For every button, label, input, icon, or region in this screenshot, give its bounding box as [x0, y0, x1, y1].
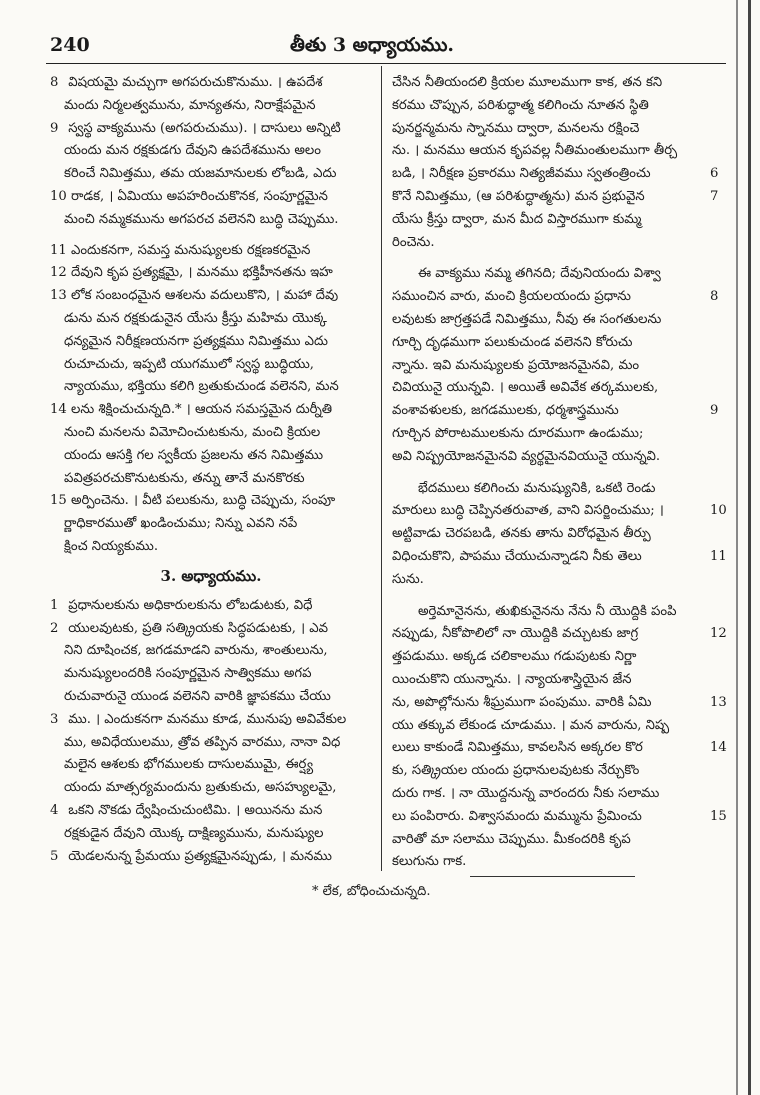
- verse-line: [50, 72, 372, 95]
- verse-line: [392, 332, 714, 355]
- verse-line: [50, 846, 372, 869]
- verse-line: [50, 140, 372, 163]
- verse-line: [50, 686, 372, 709]
- verse-text: ర్ణాధికారముతో ఖండించుము; నిన్ను ఎవని నపే: [64, 516, 298, 532]
- verse-text: వారితో మా సలాము చెప్పుము. మీకందరికి కృప: [392, 831, 631, 847]
- verse-line: [50, 754, 372, 777]
- verse-text: లోక సంబంధమైన ఆశలను వదులుకొని, । మహా దేవు: [70, 288, 339, 304]
- page-edge-border: [748, 0, 751, 1095]
- verse-line: [392, 623, 714, 646]
- verse-text: లను శిక్షించుచున్నది.* । ఆయన సమస్తమైన దుర్నీతి: [70, 402, 333, 418]
- verse-line: [50, 823, 372, 846]
- verse-line: [392, 737, 714, 760]
- verse-number: 5: [50, 848, 59, 864]
- verse-text: ము. । ఎందుకనగా మనము కూడ, మునుపు అవివేకుల: [68, 711, 347, 727]
- verse-text: రుచువారునై యుండ వలెనని వారికి జ్ఞాపకము చేయు: [64, 688, 331, 704]
- verse-line: [50, 285, 372, 308]
- verse-line: [50, 468, 372, 491]
- verse-line: [392, 646, 714, 669]
- verse-text: నిని దూషించక, జగడమాడని వారును, శాంతులును,: [64, 643, 328, 659]
- verse-text: యందు ఆసక్తి గల స్వకీయ ప్రజలను తన నిమిత్తము: [64, 447, 324, 463]
- verse-text: ఎందుకనగా, సమస్త మనుష్యులకు రక్షణకరమైన: [70, 242, 311, 258]
- left-column: [50, 72, 372, 868]
- verse-text: క్షించ నియ్యకుము.: [64, 538, 159, 554]
- verse-line: [392, 286, 714, 309]
- verse-text: ధన్యమైన నిరీక్షణయనగా ప్రత్యక్షము నిమిత్తము ఎదు: [64, 333, 328, 349]
- verse-text: యులవుటకు, ప్రతి సత్క్రియకు సిద్ధపడుటకు, । ఎవ: [68, 620, 329, 636]
- verse-text: సును.: [392, 571, 424, 587]
- verse-line: [50, 354, 372, 377]
- verse-line: [50, 513, 372, 536]
- verse-text: అర్పించెను. । వీటి పలుకును, బుద్ధి చెప్పుచు, సంపూ: [70, 493, 336, 509]
- verse-line: [50, 618, 372, 641]
- verse-text: కరించే నిమిత్తము, తమ యజమానులకు లోబడి, ఎదు: [64, 166, 337, 182]
- right-column: [392, 72, 727, 874]
- verse-line: [50, 445, 372, 468]
- verse-line: [50, 490, 372, 513]
- verse-number: 15: [50, 493, 67, 509]
- verse-line: [392, 72, 714, 95]
- verse-text: లవుటకు జాగ్రత్తపడే నిమిత్తము, నీవు ఈ సంగతులను: [392, 311, 662, 327]
- footnote-rule: [470, 876, 635, 877]
- verse-text: విషయమై మచ్చుగా అగపరుచుకొనుము. । ఉపదేశ: [68, 75, 323, 90]
- verse-number: 12: [50, 265, 67, 281]
- verse-text: డును మన రక్షకుడునైన యేసు క్రీస్తు మహిమ యొక్క: [64, 310, 327, 326]
- verse-text: చివియునై యున్నవి. । అయితే అవివేక తర్కములకు,: [392, 380, 659, 396]
- verse-text: దురు గాక. । నా యొద్దనున్న వారందరు నీకు సలాము: [392, 785, 660, 801]
- verse-number: 14: [710, 740, 727, 756]
- verse-text: రుచూచుచు, ఇప్పటి యుగములో స్వస్థ బుద్ధియు,: [64, 356, 314, 372]
- verse-number: 12: [710, 626, 727, 642]
- verse-text: చేసిన నీతియందలి క్రియల మూలముగా కాక, తన కని: [392, 75, 663, 90]
- verse-line: [50, 777, 372, 800]
- verse-text: న్యాయము, భక్తియు కలిగి బ్రతుకుచుండ వలెనని, మన: [64, 379, 339, 395]
- verse-line: [50, 209, 372, 232]
- verse-text: సముంచిన వారు, మంచి క్రియలయందు ప్రధాను: [392, 289, 631, 305]
- verse-text: గూర్చిన పోరాటములకును దూరముగా ఉండుము;: [392, 425, 644, 441]
- verse-number: 14: [50, 402, 67, 418]
- verse-number: 3: [50, 711, 59, 727]
- verse-text: రక్షకుడైన దేవుని యొక్క దాక్షిణ్యమును, మనుష్యుల: [64, 825, 324, 841]
- verse-line: [50, 331, 372, 354]
- verse-text: కలుగును గాక.: [392, 854, 467, 870]
- verse-number: 10: [710, 503, 727, 519]
- verse-line: [392, 309, 714, 332]
- verse-line: [50, 376, 372, 399]
- verse-text: విధించుకొని, పాపము చేయుచున్నాడని నీకు తెలు: [392, 548, 642, 564]
- verse-text: ము, అవిధేయులము, త్రోవ తప్పిన వారము, నానా విధ: [64, 734, 341, 750]
- running-head: తీతు 3 అధ్యాయము.: [290, 34, 455, 56]
- column-divider: [381, 66, 382, 871]
- verse-line: [50, 709, 372, 732]
- verse-line: [392, 232, 714, 255]
- page-number: 240: [50, 34, 90, 56]
- verse-line: [392, 569, 714, 592]
- verse-line: [392, 829, 714, 852]
- verse-line: [392, 500, 714, 523]
- verse-line: [50, 536, 372, 559]
- verse-number: 15: [710, 808, 727, 824]
- verse-text: రించెను.: [392, 234, 435, 250]
- verse-text: యేసు క్రీస్తు ద్వారా, మన మీద విస్తారముగా కుమ్మ: [392, 211, 642, 227]
- verse-number: 7: [710, 188, 719, 204]
- verse-line: [392, 446, 714, 469]
- verse-text: గూర్చి దృఢముగా పలుకుచుండ వలెనని కోరుచు: [392, 334, 633, 350]
- verse-line: [392, 355, 714, 378]
- verse-number: 6: [710, 166, 719, 182]
- verse-line: [50, 732, 372, 755]
- verse-number: 9: [710, 403, 719, 419]
- verse-number: 10: [50, 188, 67, 204]
- verse-text: కొనే నిమిత్తము, (ఆ పరిశుద్ధాత్మను) మన ప్రభువైన: [392, 188, 645, 204]
- verse-line: [392, 209, 714, 232]
- verse-text: యందు మాత్సర్యమందును బ్రతుకుచు, అసహ్యులమై,: [64, 780, 337, 796]
- verse-text: నుంచి మనలను విమోచించుటకును, మంచి క్రియల: [64, 424, 321, 440]
- verse-text: యు తక్కువ లేకుండ చూడుము. । మన వారును, నిష్ప: [392, 717, 670, 733]
- verse-text: కు, సత్క్రియల యందు ప్రధానులవుటకు నేర్చుకొం: [392, 763, 640, 779]
- verse-line: [392, 95, 714, 118]
- verse-line: [50, 399, 372, 422]
- header-rule: [46, 63, 726, 64]
- chapter-heading: 3. అధ్యాయము.: [160, 566, 262, 585]
- verse-text: అట్టివాడు చెరపబడి, తనకు తాను విరోధమైన తీర్పు: [392, 526, 651, 542]
- verse-number: 13: [50, 288, 67, 304]
- verse-line: [392, 400, 714, 423]
- verse-text: త్తపడుము. అక్కడ చలికాలము గడుపుటకు నిర్ణా: [392, 649, 637, 665]
- verse-text: దేవుని కృప ప్రత్యక్షమై, । మనము భక్తిహీనతను ఇహ: [70, 265, 333, 281]
- verse-text: ను, అపొల్లోనును శీఘ్రముగా పంపుము. వారికి ఏమి: [392, 694, 652, 710]
- verse-text: రాడక, । ఏమియు అపహరించుకొనక, సంపూర్ణమైన: [70, 188, 328, 204]
- verse-text: మలైన ఆశలకు భోగములకు దాసులముమై, ఈర్ష్య: [64, 757, 314, 773]
- verse-number: 11: [710, 548, 727, 564]
- verse-text: మారులు బుద్ధి చెప్పినతరువాత, వాని విసర్జించుము; ।: [392, 503, 664, 519]
- verse-text: మంచి నమ్మకమును అగపరచ వలెనని బుద్ధి చెప్పుము.: [64, 211, 339, 227]
- verse-text: ప్రధానులకును అధికారులకును లోబడుటకు, విధే: [68, 597, 313, 613]
- verse-line: [50, 308, 372, 331]
- verse-number: 8: [50, 75, 59, 90]
- verse-line: [50, 163, 372, 186]
- verse-text: ఈ వాక్యము నమ్మ తగినది; దేవునియందు విశ్వా: [418, 266, 661, 282]
- verse-line: [50, 262, 372, 285]
- verse-line: [50, 186, 372, 209]
- verse-line: [50, 640, 372, 663]
- page-edge-line: [736, 0, 738, 1095]
- verse-number: 11: [50, 242, 67, 258]
- verse-text: ను. । మనము ఆయన కృపవల్ల నీతిమంతులముగా తీర్చ: [392, 143, 678, 159]
- verse-text: ఒకని నొకడు ద్వేషించుచుంటిమి. । అయినను మన: [68, 802, 323, 818]
- verse-line: [50, 95, 372, 118]
- verse-text: బడి, । నిరీక్షణ ప్రకారము నిత్యజీవము స్వతంత్రించు: [392, 166, 651, 182]
- footnote: * లేక, బోధించుచున్నది.: [312, 884, 431, 899]
- verse-line: [50, 663, 372, 686]
- verse-number: 9: [50, 120, 59, 136]
- verse-number: 2: [50, 620, 59, 636]
- verse-line: [50, 118, 372, 141]
- verse-text: మనుష్యులందరికి సంపూర్ణమైన సాత్వికము అగప: [64, 666, 312, 682]
- verse-text: యందు మన రక్షకుడగు దేవుని ఉపదేశమును అలం: [64, 143, 321, 159]
- verse-text: లు పంపిరారు. విశ్వాసమందు మమ్మును ప్రేమించు: [392, 808, 642, 824]
- verse-line: [392, 760, 714, 783]
- verse-text: మందు నిర్మలత్వమును, మాన్యతను, నిరాక్షేపమైన: [64, 97, 316, 113]
- verse-number: 4: [50, 802, 59, 818]
- verse-line: [392, 692, 714, 715]
- verse-text: యెడలనున్న ప్రేమయు ప్రత్యక్షమైనప్పుడు, । మనము: [68, 848, 332, 864]
- verse-line: [392, 806, 714, 829]
- verse-text: అర్తెమానైనను, తుఖికునైనను నేను నీ యొద్దికి పంపి: [418, 603, 677, 619]
- verse-number: 1: [50, 597, 59, 613]
- verse-number: 8: [710, 289, 719, 305]
- verse-text: నప్పుడు, నీకోపొలిలో నా యొద్దికి వచ్చుటకు జాగ్ర: [392, 626, 639, 642]
- verse-text: వంశావళులకు, జగడములకు, ధర్మశాస్త్రమును: [392, 403, 619, 419]
- verse-text: అవి నిష్ప్రయోజనమైనవి వ్యర్థమైనవియునై యున్నవి.: [392, 448, 661, 464]
- verse-text: న్నాను. ఇవి మనుష్యులకు ప్రయోజనమైనవి, మం: [392, 357, 640, 373]
- verse-line: [50, 595, 372, 618]
- verse-text: భేదములు కలిగించు మనుష్యునికి, ఒకటి రెండు: [418, 480, 656, 496]
- verse-line: [392, 118, 714, 141]
- verse-line: [392, 546, 714, 569]
- verse-text: పునర్జన్మమను స్నానము ద్వారా, మనలను రక్షించె: [392, 120, 640, 136]
- verse-line: [392, 186, 714, 209]
- verse-text: యించుకొని యున్నాను. । న్యాయశాస్త్రియైన జేన: [392, 671, 632, 687]
- verse-text: లులు కాకుండే నిమిత్తము, కావలసిన అక్కరల కొర: [392, 740, 643, 756]
- verse-text: స్వస్థ వాక్యమును (అగపరుచుము). । దాసులు అన్నిటి: [68, 120, 341, 136]
- verse-number: 13: [710, 694, 727, 710]
- verse-line: [392, 423, 714, 446]
- verse-line: [50, 800, 372, 823]
- verse-text: కరము చొప్పున, పరిశుద్ధాత్మ కలిగించు నూతన స్థితి: [392, 97, 649, 113]
- verse-line: [50, 240, 372, 263]
- verse-line: [50, 422, 372, 445]
- verse-text: పవిత్రపరచుకొనుటకును, తన్ను తానే మనకొరకు: [64, 470, 305, 486]
- verse-line: [392, 851, 714, 874]
